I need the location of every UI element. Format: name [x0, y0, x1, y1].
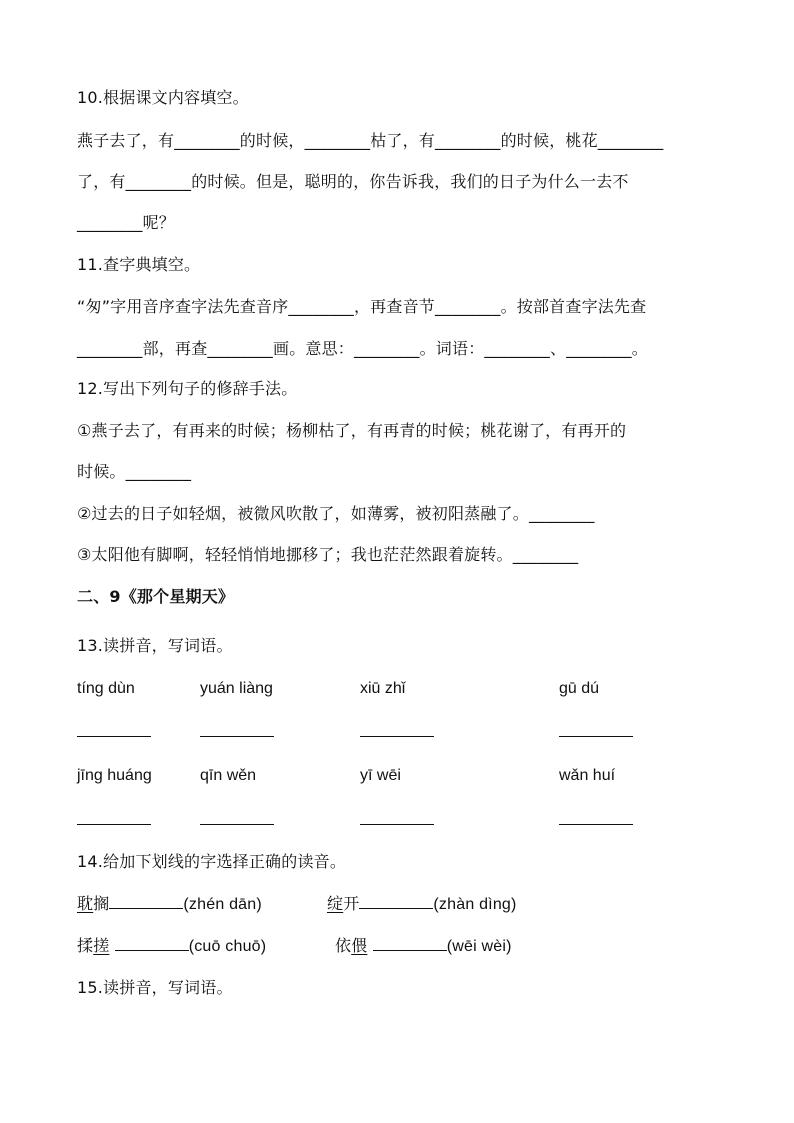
q15-title: 15.读拼音，写词语。	[77, 978, 233, 997]
q13-title: 13.读拼音，写词语。	[77, 636, 233, 655]
q14-item-2: 绽开 (zhàn dìng)	[327, 894, 517, 913]
q10-line-2: 了，有________的时候。但是，聪明的，你告诉我，我们的日子为什么一去不	[77, 172, 629, 191]
pinyin-4: gū dú	[559, 680, 600, 697]
q11-line-2: ________部，再查________画。意思：________。词语：________、________。	[77, 339, 649, 358]
q10-title: 10.根据课文内容填空。	[77, 88, 249, 107]
pinyin-6: qīn wěn	[200, 767, 257, 784]
answer-blank-6[interactable]	[200, 810, 274, 831]
q12-item-3: ③太阳他有脚啊，轻轻悄悄地挪移了；我也茫茫然跟着旋转。________	[77, 545, 579, 564]
q11-line-1: “匆”字用音序查字法先查音序________，再查音节________。按部首查字法先查	[77, 297, 647, 316]
answer-blank[interactable]	[109, 894, 183, 909]
section-2-heading: 二、9《那个星期天》	[77, 587, 235, 606]
q12-item-2: ②过去的日子如轻烟，被微风吹散了，如薄雾，被初阳蒸融了。________	[77, 504, 595, 523]
q10-line-3: ________呢？	[77, 213, 176, 232]
underlined-char: 耽	[77, 894, 94, 913]
pinyin-8: wǎn huí	[559, 767, 616, 784]
pinyin-1: tíng dùn	[77, 680, 135, 697]
underlined-char: 绽	[327, 894, 344, 913]
q12-item-1-line-1: ①燕子去了，有再来的时候；杨柳枯了，有再青的时候；桃花谢了，有再开的	[77, 421, 627, 440]
answer-blank-8[interactable]	[559, 810, 633, 831]
underlined-char: 偎	[351, 936, 368, 955]
q10-line-1: 燕子去了，有________的时候，________枯了，有________的时候，桃花________	[77, 131, 664, 150]
answer-blank[interactable]	[373, 936, 447, 951]
answer-blank-2[interactable]	[200, 722, 274, 743]
pinyin-2: yuán liàng	[200, 680, 273, 697]
q14-item-4: 依偎 (wēi wèi)	[335, 936, 512, 955]
q12-title: 12.写出下列句子的修辞手法。	[77, 379, 298, 398]
answer-blank-7[interactable]	[360, 810, 434, 831]
answer-blank-3[interactable]	[360, 722, 434, 743]
q12-item-1-line-2: 时候。________	[77, 462, 192, 481]
q14-item-3: 揉搓 (cuō chuō)	[77, 936, 267, 955]
pinyin-7: yī wēi	[360, 767, 401, 784]
answer-blank-4[interactable]	[559, 722, 633, 743]
pinyin-3: xiū zhǐ	[360, 680, 406, 697]
q11-title: 11.查字典填空。	[77, 255, 201, 274]
q14-title: 14.给加下划线的字选择正确的读音。	[77, 852, 347, 871]
q14-item-1: 耽搁 (zhén dān)	[77, 894, 262, 913]
underlined-char: 搓	[93, 936, 110, 955]
answer-blank-5[interactable]	[77, 810, 151, 831]
answer-blank-1[interactable]	[77, 722, 151, 743]
answer-blank[interactable]	[359, 894, 433, 909]
answer-blank[interactable]	[115, 936, 189, 951]
pinyin-5: jīng huáng	[77, 767, 152, 784]
